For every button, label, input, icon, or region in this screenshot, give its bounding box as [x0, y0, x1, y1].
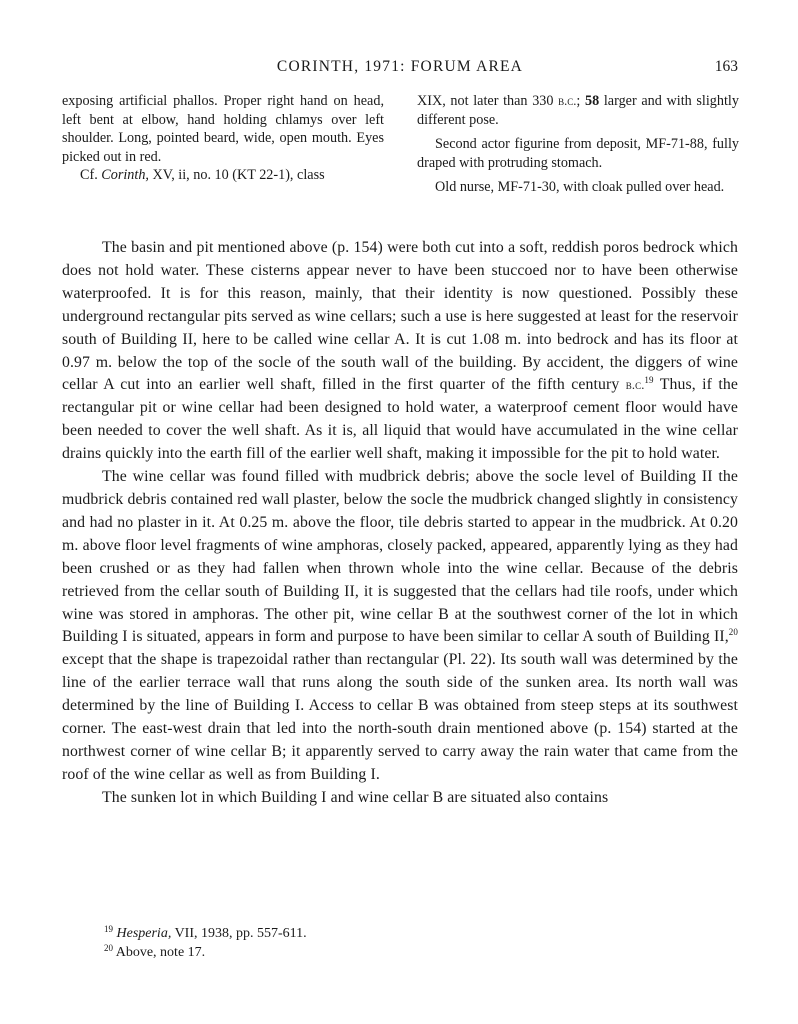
catalog-entry-continued: exposing artificial phallos. Proper right hand on head, left bent at elbow, hand holding chlamys over left shoulder. Long, pointed beard, wide, open mouth. Eyes picked out in red. — [62, 93, 384, 165]
footnote-ref-20: 20 — [728, 627, 738, 638]
catalog-entry-second-actor: Second actor figurine from deposit, MF-71-88, fully draped with protruding stomach. — [417, 136, 739, 171]
footnote-19-number: 19 — [104, 924, 113, 934]
main-text — [62, 237, 738, 810]
footnote-19-journal: Hesperia, — [116, 926, 172, 941]
footnote-20-text: Above, note 17. — [115, 945, 206, 960]
page-number: 163 — [714, 58, 738, 75]
catalog-date-era: b.c. — [558, 94, 577, 108]
footnote-20-number: 20 — [104, 943, 113, 953]
running-header — [62, 58, 738, 80]
catalog-number: 58 — [585, 93, 600, 109]
footnotes — [104, 924, 307, 962]
footnote-19-text: VII, 1938, pp. 557-611. — [171, 926, 307, 941]
footnote-20 — [104, 943, 307, 962]
catalog-reference-prefix: Cf. — [80, 167, 102, 184]
catalog-entry-old-nurse: Old nurse, MF-71-30, with cloak pulled over head. — [435, 179, 725, 196]
paragraph-wine-cellar — [62, 466, 738, 787]
paragraph-1-era: b.c. — [625, 378, 645, 393]
footnote-ref-19: 19 — [644, 375, 654, 386]
catalog-separator: ; — [576, 93, 586, 109]
catalog-class-text: XIX, not later than 330 — [417, 93, 559, 109]
paragraph-1-text-b: Thus, if the rectangular pit or wine cellar had been designed to hold water, a waterproof cement floor would have been needed to cover the well shaft. As it is, all liquid that would have accumulated in the wine cellar drains quickly into the earth fill of the earlier well shaft, making it impossible for the pit to hold water. — [62, 376, 739, 463]
catalog-reference — [62, 166, 384, 185]
catalog-reference-rest: XV, ii, no. 10 (KT 22-1), class — [148, 167, 325, 184]
catalog-class-note — [417, 92, 739, 129]
footnote-19 — [104, 924, 307, 943]
paragraph-2-text-a: The wine cellar was found filled with mudbrick debris; above the socle level of Building II the mudbrick debris contained red wall plaster, below the socle the mudbrick changed slightly in consistency and had no plaster in it. At 0.25 m. above the floor, tile debris started to appear in the mudbrick. At 0.20 m. above floor level fragments of wine amphoras, closely packed, appeared, apparently lying as they had been crushed or as they had fallen when thrown whole into the wine cellar. Because of the debris retrieved from the cellar south of Building II, it is suggested that the cellars had tile roofs, under which wine was stored in amphoras. The other pit, wine cellar B at the southwest corner of the lot in which Building I is situated, appears in form and purpose to have been similar to cellar A south of Building II, — [62, 468, 738, 646]
running-title: CORINTH, 1971: FORUM AREA — [276, 58, 524, 75]
paragraph-1-text-a: The basin and pit mentioned above (p. 154) were both cut into a soft, reddish poros bedrock which does not hold water. These cisterns appear never to have been stuccoed nor to have been otherwise waterproofed. It is for this reason, mainly, that their identity is now questioned. Possibly these underground rectangular pits served as wine cellars; such a use is here suggested at least for the reservoir south of Building II, here to be called wine cellar A. It is cut 1.08 m. into bedrock and has its floor at 0.97 m. below the top of the socle of the south wall of the building. By accident, the diggers of wine cellar A cut into an earlier well shaft, filled in the first quarter of the fifth century — [62, 239, 738, 394]
paragraph-basin-and-pit — [62, 237, 738, 466]
paragraph-2-text-b: except that the shape is trapezoidal rather than rectangular (Pl. 22). Its south wall was determined by the line of the earlier terrace wall that runs along the south side of the sunken area. Its north wall was determined by the line of Building I. Access to cellar B was obtained from steep steps at its southwest corner. The east-west drain that led into the north-south drain mentioned above (p. 154) started at the northwest corner of wine cellar B; it apparently served to carry away the rain water that came from the roof of the wine cellar as well as from Building I. — [62, 651, 738, 783]
paragraph-sunken-lot: The sunken lot in which Building I and wine cellar B are situated also contains — [102, 788, 609, 806]
catalog-class-rest: larger and with slightly different pose. — [417, 93, 739, 128]
catalog-columns — [62, 92, 738, 222]
catalog-left-column — [62, 92, 384, 185]
catalog-right-column — [417, 92, 739, 197]
catalog-reference-title: Corinth, — [101, 167, 149, 184]
